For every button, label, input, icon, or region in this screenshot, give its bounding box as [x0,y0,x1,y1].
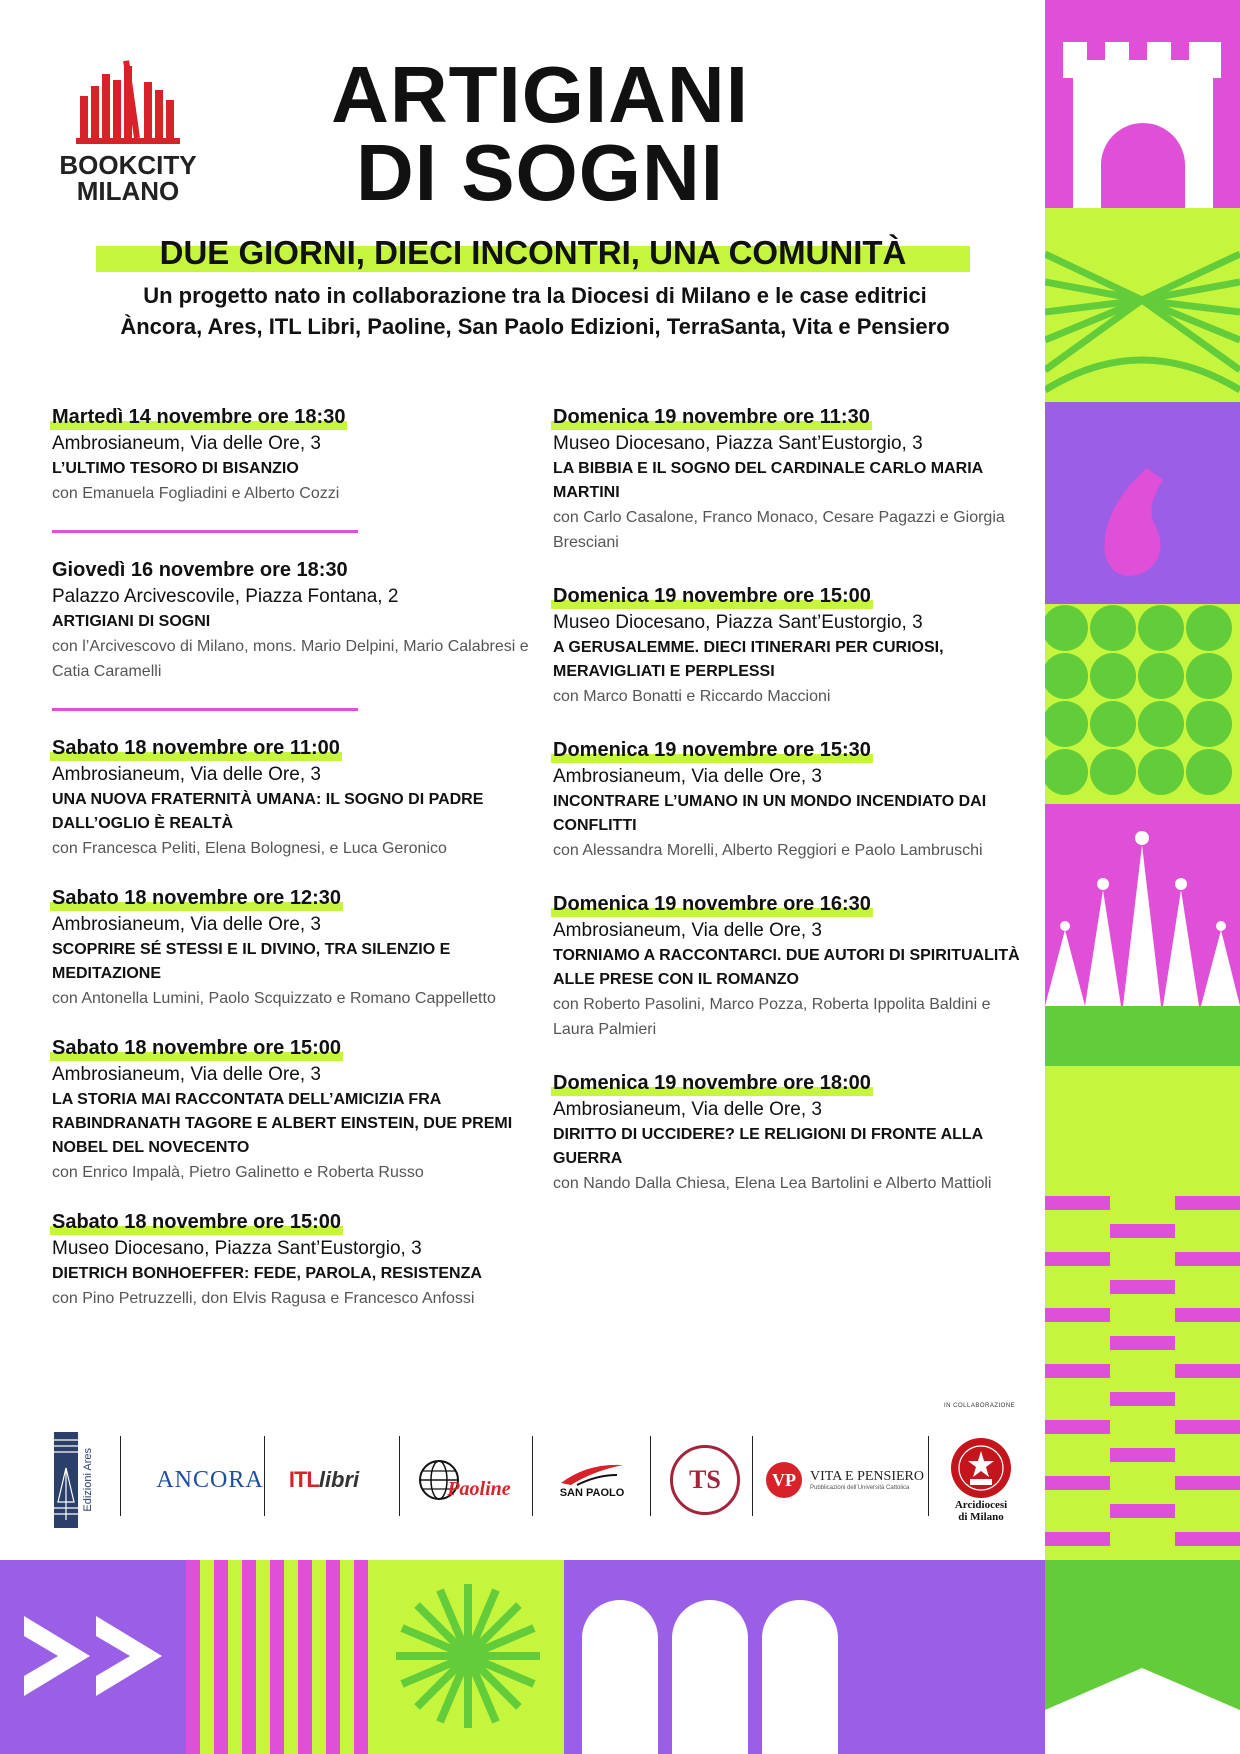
event-place: Palazzo Arcivescovile, Piazza Fontana, 2 [52,586,399,607]
event-title: DIETRICH BONHOEFFER: FEDE, PAROLA, RESISTENZA [52,1265,482,1282]
paoline-logo [409,1430,519,1530]
event-speakers: con l’Arcivescovo di Milano, mons. Mario Delpini, Mario Calabresi e Catia Caramelli [52,638,529,680]
event-place: Ambrosianeum, Via delle Ore, 3 [52,914,321,935]
event-place: Ambrosianeum, Via delle Ore, 3 [553,920,822,941]
event-speakers: con Roberto Pasolini, Marco Pozza, Roberta Ippolita Baldini e Laura Palmieri [553,996,991,1038]
event-title: LA STORIA MAI RACCONTATA DELL’AMICIZIA FRA RABINDRANATH TAGORE E ALBERT EINSTEIN, DUE PREMI NOBEL DEL NOVECENTO [52,1091,513,1156]
event [553,583,1033,709]
intro-line2: Àncora, Ares, ITL Libri, Paoline, San Paolo Edizioni, TerraSanta, Vita e Pensiero [120,314,950,339]
ts-badge [670,1445,740,1515]
event-speakers: con Nando Dalla Chiesa, Elena Lea Bartolini e Alberto Mattioli [553,1175,992,1192]
ts-text: TS [689,1465,721,1494]
event-place: Museo Diocesano, Piazza Sant’Eustorgio, 3 [553,433,923,454]
event-date: Domenica 19 novembre ore 16:30 [553,893,871,915]
event-speakers: con Emanuela Fogliadini e Alberto Cozzi [52,485,340,502]
event-date: Martedì 14 novembre ore 18:30 [52,406,346,428]
arcidiocesi-text-1: Arcidiocesi [954,1499,1008,1511]
tagline-text: DUE GIORNI, DIECI INCONTRI, UNA COMUNITÀ [159,234,907,271]
separator [399,1436,400,1516]
event-title: INCONTRARE L’UMANO IN UN MONDO INCENDIATO DAI CONFLITTI [553,793,987,834]
divider [52,530,358,533]
decorative-side-band [1045,0,1240,1560]
ares-text: Edizioni Ares [82,1448,94,1512]
event [52,1035,532,1185]
event-title: TORNIAMO A RACCONTARCI. DUE AUTORI DI SPIRITUALITÀ ALLE PRESE CON IL ROMANZO [553,947,1020,988]
event [52,885,532,1011]
intro-line1: Un progetto nato in collaborazione tra la Diocesi di Milano e le case editrici [143,283,927,308]
event-place: Ambrosianeum, Via delle Ore, 3 [52,433,321,454]
vp-name: VITA E PENSIERO [810,1469,924,1484]
collaboration-label: IN COLLABORAZIONE [944,1403,1016,1409]
event-place: Ambrosianeum, Via delle Ore, 3 [52,764,321,785]
arcidiocesi-seal-icon [950,1437,1012,1499]
intro [60,280,1010,342]
event-title: DIRITTO DI UCCIDERE? LE RELIGIONI DI FRONTE ALLA GUERRA [553,1126,983,1167]
itl-libri-logo [274,1430,374,1530]
separator [752,1436,753,1516]
events-right-column [553,404,1033,1220]
tagline [96,232,970,274]
event-speakers: con Alessandra Morelli, Alberto Reggiori e Paolo Lambruschi [553,842,983,859]
separator [928,1436,929,1516]
event-date: Domenica 19 novembre ore 15:00 [553,585,871,607]
event [553,404,1033,555]
ares-logo [48,1430,100,1530]
event-place: Ambrosianeum, Via delle Ore, 3 [553,1099,822,1120]
event [52,1209,532,1311]
publisher-logos [48,1430,1028,1530]
event-place: Ambrosianeum, Via delle Ore, 3 [52,1064,321,1085]
terrasanta-logo [660,1430,750,1530]
event-place: Museo Diocesano, Piazza Sant’Eustorgio, 3 [553,612,923,633]
event-date: Sabato 18 novembre ore 12:30 [52,887,342,909]
san-paolo-logo [542,1430,642,1530]
event [52,735,532,861]
event-speakers: con Marco Bonatti e Riccardo Maccioni [553,688,831,705]
logo-line1: BOOKCITY [59,150,197,180]
arcidiocesi-text-2: di Milano [958,1511,1004,1523]
vp-subtitle: Pubblicazioni dell’Università Cattolica [810,1485,910,1491]
event-date: Sabato 18 novembre ore 15:00 [52,1211,342,1233]
event-speakers: con Pino Petruzzelli, don Elvis Ragusa e Francesco Anfossi [52,1290,475,1307]
events-left-column [52,404,532,1335]
event-speakers: con Francesca Peliti, Elena Bolognesi, e Luca Geronico [52,840,447,857]
event [52,557,532,684]
event [553,737,1033,863]
separator [264,1436,265,1516]
ancora-logo [130,1430,290,1530]
event [553,891,1033,1042]
event-date: Domenica 19 novembre ore 11:30 [553,406,870,428]
ares-mark-icon [54,1432,78,1528]
event-speakers: con Enrico Impalà, Pietro Galinetto e Roberta Russo [52,1164,424,1181]
page-title [280,50,800,217]
arches-icon [582,1600,838,1754]
separator [650,1436,651,1516]
divider [52,708,358,711]
event-place: Ambrosianeum, Via delle Ore, 3 [553,766,822,787]
libri-text: libri [318,1467,360,1492]
event [553,1070,1033,1196]
event-title: ARTIGIANI DI SOGNI [52,613,211,630]
event-speakers: con Carlo Casalone, Franco Monaco, Cesare Pagazzi e Giorgia Bresciani [553,509,1005,551]
event-title: SCOPRIRE SÉ STESSI E IL DIVINO, TRA SILENZIO E MEDITAZIONE [52,941,451,982]
event-place: Museo Diocesano, Piazza Sant’Eustorgio, 3 [52,1238,422,1259]
starburst-icon [396,1584,540,1728]
bookshelf-icon [76,60,180,146]
san-paolo-text: SAN PAOLO [559,1487,625,1499]
separator [532,1436,533,1516]
event-title: L’ULTIMO TESORO DI BISANZIO [52,460,299,477]
paoline-text: Paoline [447,1477,511,1500]
event-date: Giovedì 16 novembre ore 18:30 [52,559,348,581]
logo-line2: MILANO [76,176,180,206]
arcidiocesi-logo [934,1430,1028,1530]
event-title: UNA NUOVA FRATERNITÀ UMANA: IL SOGNO DI PADRE DALL’OGLIO È REALTÀ [52,791,484,832]
decorative-bottom-band [0,1560,1240,1754]
san-paolo-swoosh-icon [557,1461,627,1487]
event-date: Domenica 19 novembre ore 18:00 [553,1072,871,1094]
event [52,404,532,506]
separator [120,1436,121,1516]
event-title: A GERUSALEMME. DIECI ITINERARI PER CURIOSI, MERAVIGLIATI E PERPLESSI [553,639,944,680]
bookcity-logo [48,60,208,210]
event-date: Sabato 18 novembre ore 11:00 [52,737,340,759]
title-line2: DI SOGNI [355,128,725,217]
vp-mark: VP [766,1462,802,1498]
event-date: Sabato 18 novembre ore 15:00 [52,1037,342,1059]
event-title: LA BIBBIA E IL SOGNO DEL CARDINALE CARLO MARIA MARTINI [553,460,983,501]
event-date: Domenica 19 novembre ore 15:30 [553,739,871,761]
ancora-text: ANCORA [156,1466,264,1493]
event-speakers: con Antonella Lumini, Paolo Scquizzato e Romano Cappelletto [52,990,496,1007]
vita-e-pensiero-logo [760,1430,930,1530]
title-line1: ARTIGIANI [331,50,749,139]
itl-text: ITL [288,1467,319,1492]
